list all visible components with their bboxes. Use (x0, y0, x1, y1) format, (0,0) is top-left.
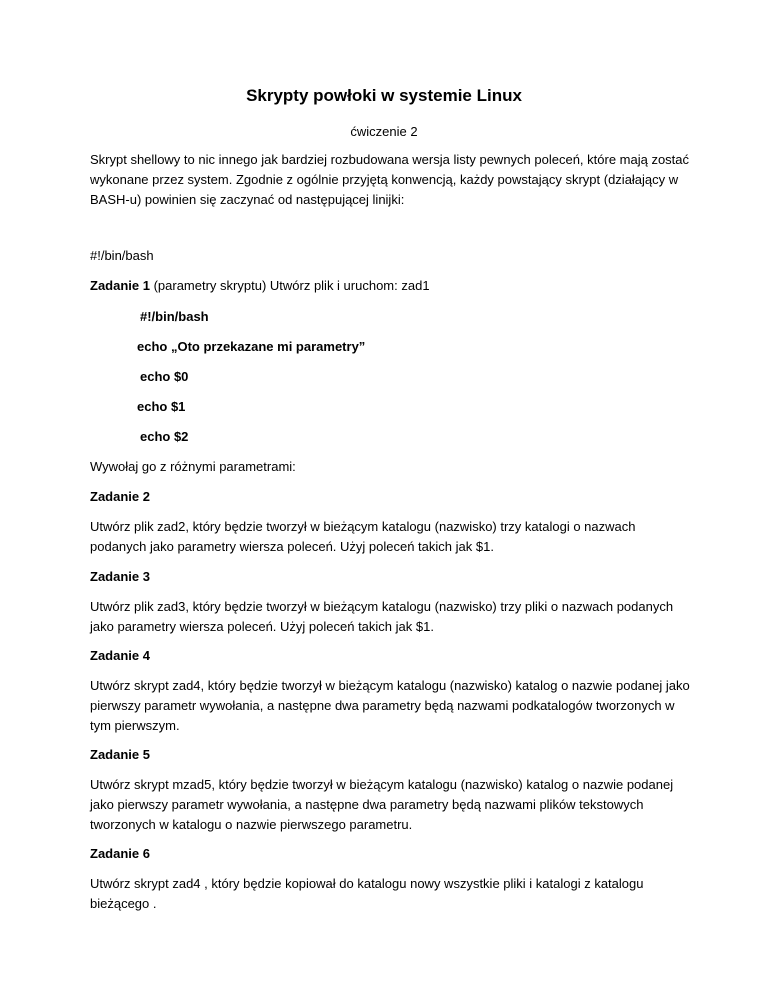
task4-label: Zadanie 4 (90, 648, 150, 663)
page-title: Skrypty powłoki w systemie Linux (246, 86, 522, 105)
task2-text: Utwórz plik zad2, który będzie tworzył w bieżącym katalogu (nazwisko) trzy katalogi o nazwach podanych jako parametry wiersza poleceń. Użyj poleceń takich jak $1. (90, 519, 636, 554)
task3-text: Utwórz plik zad3, który będzie tworzył w bieżącym katalogu (nazwisko) trzy pliki o nazwach podanych jako parametry wiersza poleceń. Użyj poleceń takich jak $1. (90, 599, 674, 634)
task1-after-text: Wywołaj go z różnymi parametrami: (90, 459, 296, 474)
task1-paragraph (90, 276, 690, 296)
shebang-line: #!/bin/bash (90, 248, 154, 263)
code-line: echo $0 (140, 369, 189, 384)
code-line: echo $2 (140, 429, 189, 444)
intro-paragraph: Skrypt shellowy to nic innego jak bardziej rozbudowana wersja listy pewnych poleceń, które mają zostać wykonane przez system. Zgodnie z ogólnie przyjętą konwencją, każdy powstający skrypt (działający w BASH-u) powinien się zaczynać od następującej linijki: (90, 152, 690, 207)
task6-text: Utwórz skrypt zad4 , który będzie kopiował do katalogu nowy wszystkie pliki i katalogi z katalogu bieżącego . (90, 876, 644, 911)
code-line: echo $1 (137, 399, 186, 414)
task4-text: Utwórz skrypt zad4, który będzie tworzył w bieżącym katalogu (nazwisko) katalog o nazwie podanej jako pierwszy parametr wywołania, a następne dwa parametry będą nazwami podkatalogów tworzonych w tym pierwszym. (90, 678, 690, 733)
task5-text: Utwórz skrypt mzad5, który będzie tworzył w bieżącym katalogu (nazwisko) katalog o nazwie podanej jako pierwszy parametr wywołania, a następne dwa parametry będą nazwami plików tekstowych tworzonych w katalogu o nazwie pierwszego parametru. (90, 777, 674, 832)
task3-label: Zadanie 3 (90, 569, 150, 584)
task6-label: Zadanie 6 (90, 846, 150, 861)
task5-label: Zadanie 5 (90, 747, 150, 762)
code-line: #!/bin/bash (140, 309, 209, 324)
task2-label: Zadanie 2 (90, 489, 150, 504)
code-line: echo „Oto przekazane mi parametry” (137, 339, 366, 354)
task1-label: Zadanie 1 (90, 278, 150, 293)
page-subtitle: ćwiczenie 2 (350, 124, 418, 139)
task1-text: (parametry skryptu) Utwórz plik i uruchom: zad1 (149, 278, 430, 293)
